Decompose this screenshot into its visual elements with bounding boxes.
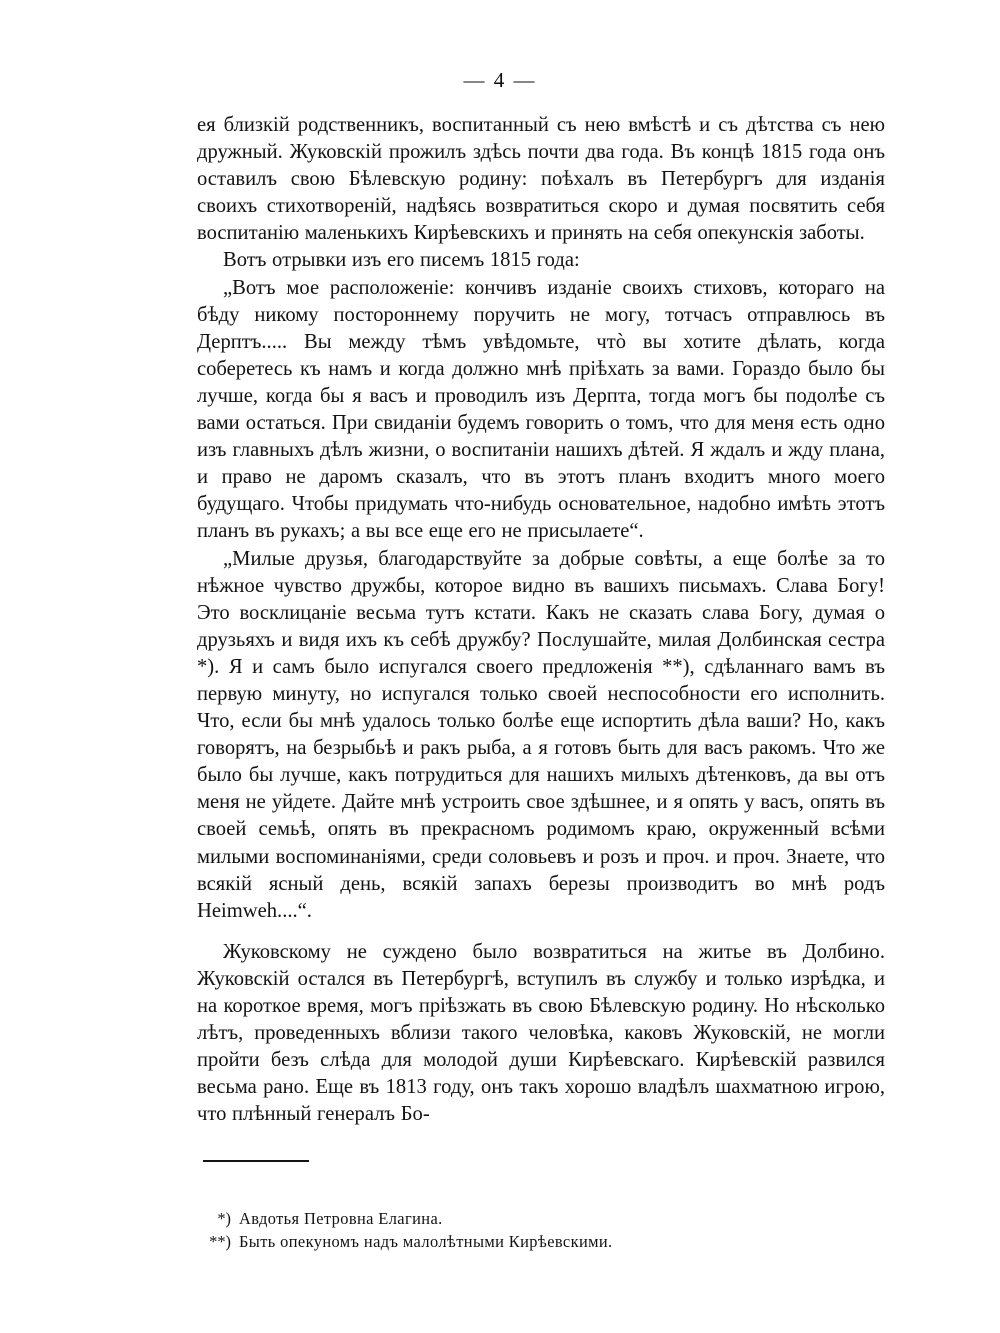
footnote-2: [197, 1230, 885, 1253]
footnote-1-text: Авдотья Петровна Елагина.: [239, 1209, 443, 1228]
paragraph-5: Жуковскому не суждено было возвратиться на житье въ Долбино. Жуковскій остался въ Петербургѣ, вступилъ въ службу и только изрѣдка, и на короткое время, могъ пріѣзжать въ свою Бѣлевскую родину. Но нѣсколько лѣтъ, проведенныхъ вблизи такого человѣка, каковъ Жуковскій, не могли пройти безъ слѣда для молодой души Кирѣевскаго. Кирѣевскій развился весьма рано. Еще въ 1813 году, онъ такъ хорошо владѣлъ шахматною игрою, что плѣнный генералъ Бо-: [197, 940, 885, 1126]
paragraph-4: „Милые друзья, благодарствуйте за добрые совѣты, а еще болѣе за то нѣжное чувство дружбы, которое видно въ вашихъ письмахъ. Слава Богу! Это восклицаніе весьма тутъ кстати. Какъ не сказать слава Богу, думая о друзьяхъ и видя ихъ къ себѣ дружбу? Послушайте, милая Долбинская сестра *). Я и самъ было испугался своего предложенія **), сдѣланнаго вамъ въ первую минуту, но испугался только своей неспособности его исполнить. Что, если бы мнѣ удалось только болѣе еще испортить дѣла ваши? Но, какъ говорятъ, на безрыбьѣ и ракъ рыба, а я готовъ быть для васъ ракомъ. Что же было бы лучше, какъ потрудиться для нашихъ милыхъ дѣтенковъ, да вы отъ меня не уйдете. Дайте мнѣ устроить свое здѣшнее, и я опять у васъ, опять въ своей семьѣ, опять въ прекрасномъ родимомъ краю, окруженный всѣми милыми воспоминаніями, среди соловьевъ и розъ и проч. и проч. Знаете, что всякій ясный день, всякій запахъ березы производитъ во мнѣ родъ Heimweh....“.: [197, 547, 885, 922]
page-number-header: — 4 —: [463, 68, 537, 92]
footnote-separator-rule: [203, 1160, 309, 1162]
footnote-2-marker: **): [209, 1232, 231, 1251]
footnote-1-marker: *): [217, 1209, 231, 1228]
paragraph-3: „Вотъ мое расположеніе: кончивъ изданіе своихъ стиховъ, котораго на бѣду никому постороннему поручить не могу, тотчасъ отправлюсь въ Дерптъ..... Вы между тѣмъ увѣдомьте, чтò вы хотите дѣлать, когда соберетесь къ намъ и когда должно мнѣ пріѣхать за вами. Гораздо было бы лучше, когда бы я васъ и проводилъ изъ Дерпта, тогда могъ бы подолѣе съ вами остаться. При свиданіи будемъ говорить о томъ, что для меня есть одно изъ главныхъ дѣлъ жизни, о воспитаніи нашихъ дѣтей. Я ждалъ и жду плана, и право не даромъ сказалъ, что въ этотъ планъ входитъ много моего будущаго. Чтобы придумать что-нибудь основательное, надобно имѣть этотъ планъ въ рукахъ; а вы все еще его не присылаете“.: [197, 276, 885, 543]
paragraph-2: Вотъ отрывки изъ его писемъ 1815 года:: [223, 249, 580, 272]
footnote-2-text: Быть опекуномъ надъ малолѣтными Кирѣевскими.: [239, 1232, 613, 1251]
body-text-block: [197, 112, 885, 1128]
paragraph-1: ея близкій родственникъ, воспитанный съ нею вмѣстѣ и съ дѣтства съ нею дружный. Жуковскій прожилъ здѣсь почти два года. Въ концѣ 1815 года онъ оставилъ свою Бѣлевскую родину: поѣхалъ въ Петербургъ для изданія своихъ стихотвореній, надѣясь возвратиться скоро и думая посвятить себя воспитанію маленькихъ Кирѣевскихъ и принять на себя опекунскія заботы.: [197, 114, 885, 245]
footnote-1: [197, 1207, 885, 1230]
footnote-block: [197, 1207, 885, 1253]
